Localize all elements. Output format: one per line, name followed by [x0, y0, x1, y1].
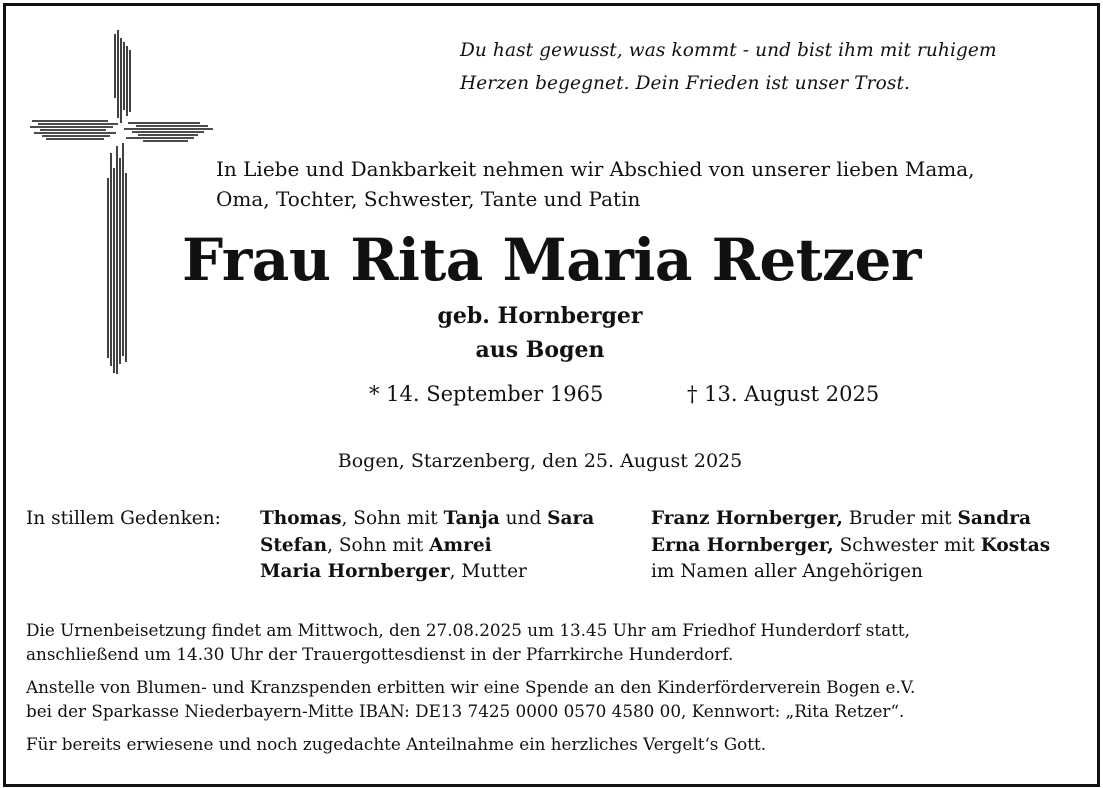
mourner-line: Thomas, Sohn mit Tanja und Sara	[260, 508, 595, 529]
death-date: † 13. August 2025	[687, 382, 880, 406]
mourner-line: Franz Hornberger, Bruder mit Sandra	[651, 508, 1031, 529]
mourner-line: Erna Hornberger, Schwester mit Kostas	[651, 534, 1051, 556]
origin: aus Bogen	[475, 337, 605, 363]
burial-line-1: Die Urnenbeisetzung findet am Mittwoch, den 27.08.2025 um 13.45 Uhr am Friedhof Hunderdorf statt,	[26, 620, 910, 640]
birth-date: * 14. September 1965	[369, 382, 604, 406]
mourner-line: im Namen aller Angehörigen	[651, 561, 923, 582]
thanks-line: Für bereits erwiesene und noch zugedachte Anteilnahme ein herzliches Vergelt‘s Gott.	[26, 734, 767, 754]
deceased-name: Frau Rita Maria Retzer	[182, 226, 921, 294]
quote-line-1: Du hast gewusst, was kommt - und bist ihm mit ruhigem	[460, 40, 997, 61]
quote-line-2: Herzen begegnet. Dein Frieden ist unser Trost.	[460, 73, 910, 94]
mourners-label: In stillem Gedenken:	[26, 508, 221, 529]
donation-line-1: Anstelle von Blumen- und Kranzspenden erbitten wir eine Spende an den Kinderförderverein Bogen e.V.	[26, 677, 916, 697]
mourners-left	[260, 506, 594, 586]
intro-line-1: In Liebe und Dankbarkeit nehmen wir Abschied von unserer lieben Mama,	[216, 157, 975, 181]
mourners-right	[651, 506, 1050, 586]
burial-line-2: anschließend um 14.30 Uhr der Trauergottesdienst in der Pfarrkirche Hunderdorf.	[26, 644, 734, 664]
mourner-line: Maria Hornberger, Mutter	[260, 561, 527, 582]
mourner-line: Stefan, Sohn mit Amrei	[260, 534, 492, 556]
birth-name: geb. Hornberger	[437, 303, 643, 329]
place-date: Bogen, Starzenberg, den 25. August 2025	[337, 450, 743, 472]
intro-line-2: Oma, Tochter, Schwester, Tante und Patin	[216, 187, 641, 211]
donation-line-2: bei der Sparkasse Niederbayern-Mitte IBAN: DE13 7425 0000 0570 4580 00, Kennwort: „Rita Retzer“.	[26, 701, 905, 721]
